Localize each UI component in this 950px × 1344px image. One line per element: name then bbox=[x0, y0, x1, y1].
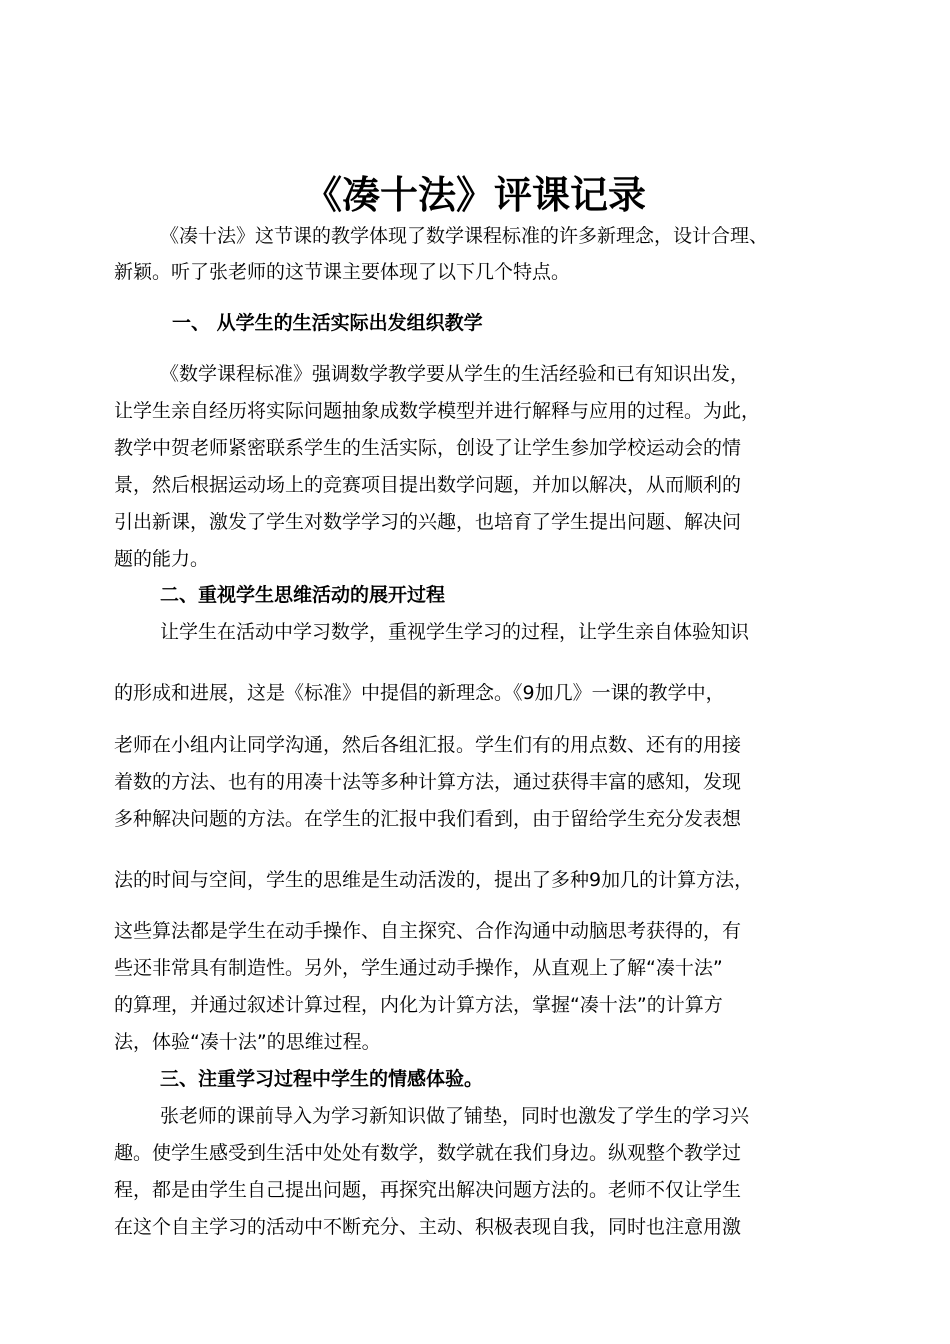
paragraph-line: 教学中贺老师紧密联系学生的生活实际，创设了让学生参加学校运动会的情 bbox=[114, 437, 742, 459]
section-heading-2: 二、重视学生思维活动的展开过程 bbox=[160, 584, 446, 606]
paragraph-line: 景，然后根据运动场上的竞赛项目提出数学问题，并加以解决，从而顺利的 bbox=[114, 474, 742, 496]
paragraph-line: 法的时间与空间，学生的思维是生动活泼的，提出了多种9加几的计算方法， bbox=[114, 869, 754, 891]
paragraph-line: 让学生亲自经历将实际问题抽象成数学模型并进行解释与应用的过程。为此， bbox=[114, 400, 761, 422]
section-heading-3: 三、注重学习过程中学生的情感体验。 bbox=[160, 1068, 484, 1090]
paragraph-line: 多种解决问题的方法。在学生的汇报中我们看到，由于留给学生充分发表想 bbox=[114, 808, 742, 830]
paragraph-line: 《凑十法》这节课的教学体现了数学课程标准的许多新理念，设计合理、 bbox=[160, 225, 769, 247]
paragraph-line: 的算理，并通过叙述计算过程，内化为计算方法，掌握“凑十法”的计算方 bbox=[114, 994, 723, 1016]
paragraph-line: 张老师的课前导入为学习新知识做了铺垫，同时也激发了学生的学习兴 bbox=[160, 1105, 750, 1127]
paragraph-line: 些还非常具有制造性。另外，学生通过动手操作，从直观上了解“凑十法” bbox=[114, 957, 723, 979]
paragraph-line: 趣。使学生感受到生活中处处有数学，数学就在我们身边。纵观整个教学过 bbox=[114, 1142, 742, 1164]
paragraph-line: 《数学课程标准》强调数学教学要从学生的生活经验和已有知识出发， bbox=[160, 363, 750, 385]
paragraph-line: 的形成和进展，这是《标准》中提倡的新理念。《9加几》一课的教学中， bbox=[114, 682, 725, 704]
paragraph-line: 程，都是由学生自己提出问题，再探究出解决问题方法的。老师不仅让学生 bbox=[114, 1179, 742, 1201]
paragraph-line: 着数的方法、也有的用凑十法等多种计算方法，通过获得丰富的感知，发现 bbox=[114, 771, 742, 793]
paragraph-line: 这些算法都是学生在动手操作、自主探究、合作沟通中动脑思考获得的，有 bbox=[114, 920, 742, 942]
paragraph-line: 老师在小组内让同学沟通，然后各组汇报。学生们有的用点数、还有的用接 bbox=[114, 734, 742, 756]
paragraph-line: 在这个自主学习的活动中不断充分、主动、积极表现自我，同时也注意用激 bbox=[114, 1216, 742, 1238]
section-heading-1: 一、 从学生的生活实际出发组织教学 bbox=[172, 312, 483, 334]
paragraph-line: 法，体验“凑十法”的思维过程。 bbox=[114, 1031, 381, 1053]
paragraph-line: 引出新课，激发了学生对数学学习的兴趣，也培育了学生提出问题、解决问 bbox=[114, 511, 742, 533]
paragraph-line: 新颖。听了张老师的这节课主要体现了以下几个特点。 bbox=[114, 261, 571, 283]
paragraph-line: 让学生在活动中学习数学，重视学生学习的过程，让学生亲自体验知识 bbox=[160, 621, 750, 643]
document-title: 《凑十法》评课记录 bbox=[303, 173, 646, 217]
paragraph-line: 题的能力。 bbox=[114, 548, 210, 570]
